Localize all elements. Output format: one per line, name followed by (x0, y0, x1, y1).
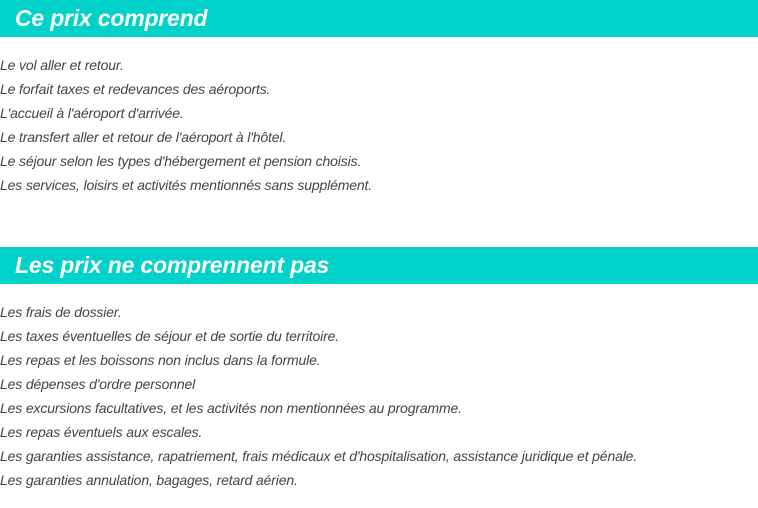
excluded-section-header (0, 247, 758, 284)
list-item: Les frais de dossier. (0, 304, 122, 320)
included-section-header (0, 0, 758, 37)
list-item: Les repas et les boissons non inclus dans la formule. (0, 352, 321, 368)
list-item: Le transfert aller et retour de l'aéroport à l'hôtel. (0, 129, 287, 145)
list-item: Les excursions facultatives, et les activités non mentionnées au programme. (0, 400, 462, 416)
excluded-items-list (0, 300, 637, 492)
list-item: Les garanties annulation, bagages, retard aérien. (0, 472, 298, 488)
list-item: Le vol aller et retour. (0, 57, 124, 73)
list-item: Le séjour selon les types d'hébergement et pension choisis. (0, 153, 362, 169)
list-item: Les garanties assistance, rapatriement, frais médicaux et d'hospitalisation, assistance juridique et pénale. (0, 448, 638, 464)
excluded-section-title: Les prix ne comprennent pas (15, 252, 330, 278)
list-item: L'accueil à l'aéroport d'arrivée. (0, 105, 184, 121)
list-item: Le forfait taxes et redevances des aéroports. (0, 81, 271, 97)
included-section-title: Ce prix comprend (15, 5, 208, 31)
included-items-list (0, 53, 372, 197)
list-item: Les services, loisirs et activités mentionnés sans supplément. (0, 177, 372, 193)
list-item: Les repas éventuels aux escales. (0, 424, 203, 440)
list-item: Les taxes éventuelles de séjour et de sortie du territoire. (0, 328, 340, 344)
list-item: Les dépenses d'ordre personnel (0, 376, 196, 392)
